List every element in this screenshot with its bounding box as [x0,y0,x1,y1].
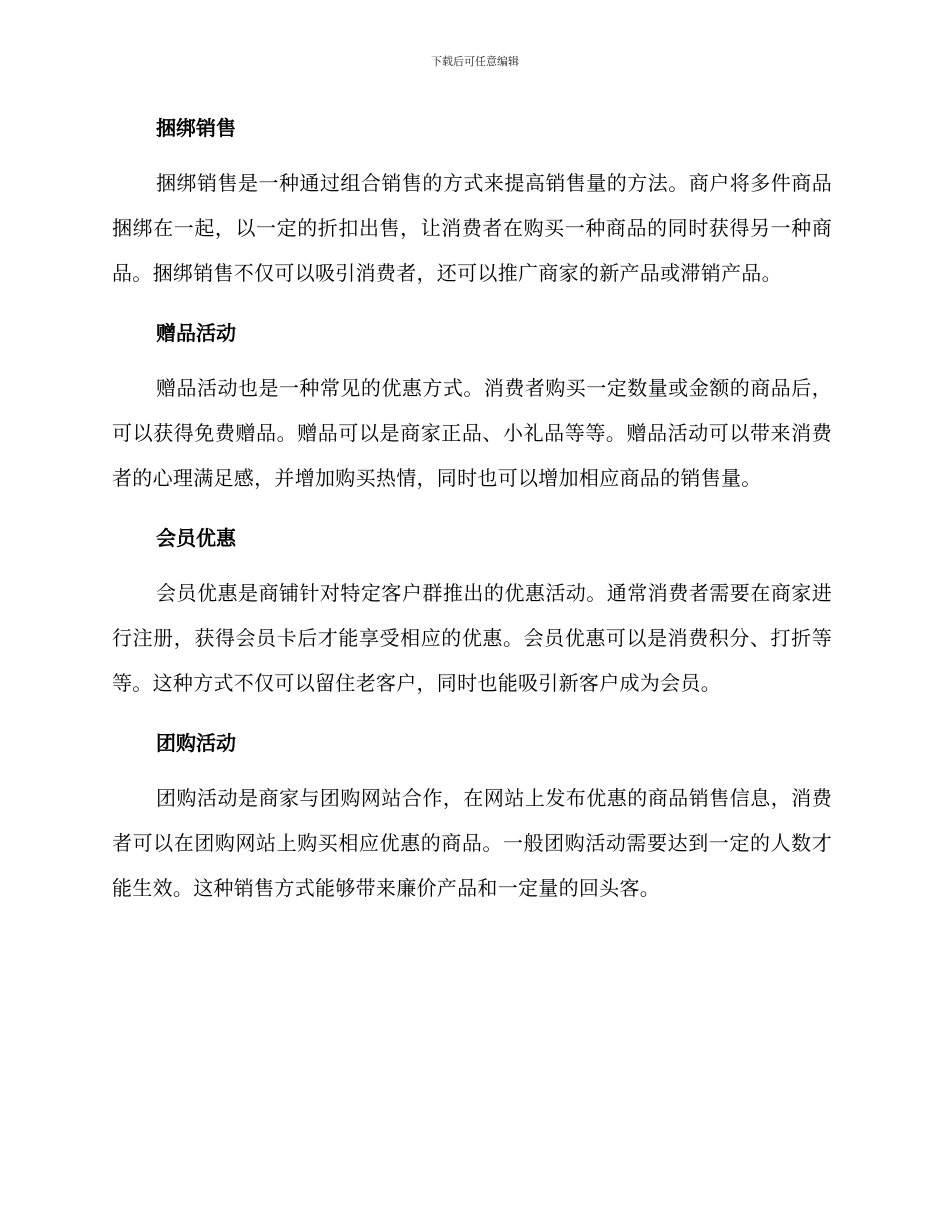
section-paragraph: 捆绑销售是一种通过组合销售的方式来提高销售量的方法。商户将多件商品捆绑在一起，以一定的折扣出售，让消费者在购买一种商品的同时获得另一种商品。捆绑销售不仅可以吸引消费者，还可以推广商家的新产品或滞销产品。 [112,171,832,285]
section-group-buying [112,721,832,911]
section-heading: 团购活动 [156,731,236,755]
section-member-discount [112,516,832,706]
section-gift-promotion [112,311,832,501]
section-paragraph: 团购活动是商家与团购网站合作，在网站上发布优惠的商品销售信息，消费者可以在团购网站上购买相应优惠的商品。一般团购活动需要达到一定的人数才能生效。这种销售方式能够带来廉价产品和一定量的回头客。 [112,786,832,900]
document-body [112,106,832,926]
page-header-note: 下载后可任意编辑 [431,55,519,68]
section-heading: 会员优惠 [156,526,236,550]
section-heading: 赠品活动 [156,321,236,345]
section-paragraph: 会员优惠是商铺针对特定客户群推出的优惠活动。通常消费者需要在商家进行注册，获得会员卡后才能享受相应的优惠。会员优惠可以是消费积分、打折等等。这种方式不仅可以留住老客户，同时也能吸引新客户成为会员。 [112,581,832,695]
section-paragraph: 赠品活动也是一种常见的优惠方式。消费者购买一定数量或金额的商品后，可以获得免费赠品。赠品可以是商家正品、小礼品等等。赠品活动可以带来消费者的心理满足感，并增加购买热情，同时也可以增加相应商品的销售量。 [112,376,832,490]
section-heading: 捆绑销售 [156,116,236,140]
section-bundle-sales [112,106,832,296]
